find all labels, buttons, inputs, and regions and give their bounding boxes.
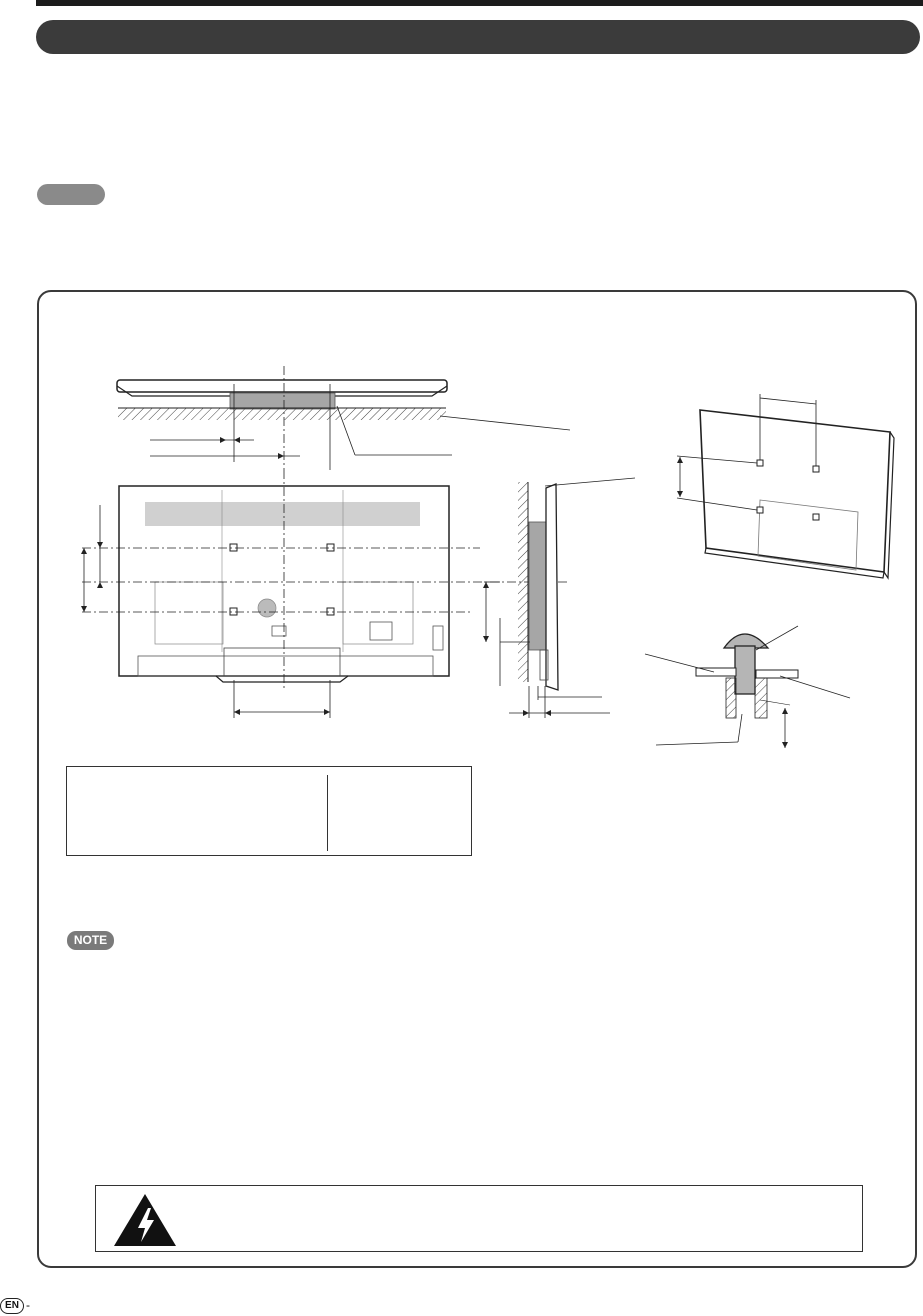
language-badge: EN [0, 1298, 24, 1314]
tv-top-view [117, 366, 570, 470]
tv-rear-view [81, 470, 570, 718]
table-column-divider [327, 775, 328, 851]
warning-box [95, 1185, 863, 1252]
page-number-suffix: - [26, 1298, 30, 1312]
tv-perspective-view [677, 394, 894, 578]
electric-shock-warning-icon [110, 1190, 180, 1250]
tv-side-view [483, 478, 635, 718]
screw-detail [645, 626, 850, 748]
dimension-table [66, 766, 472, 856]
note-label: NOTE [73, 933, 108, 947]
